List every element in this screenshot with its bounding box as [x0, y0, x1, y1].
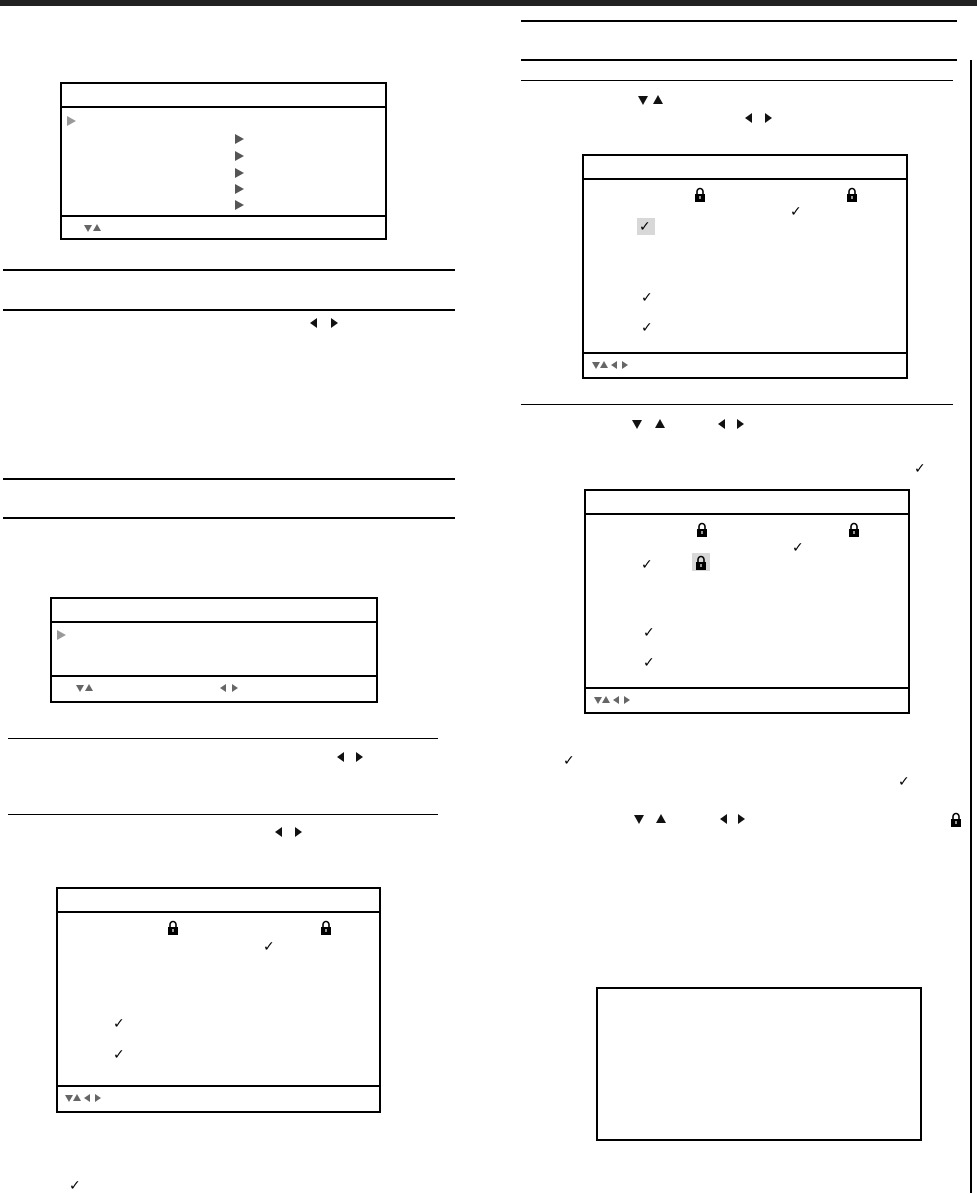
checkmark-icon[interactable]: ✓	[639, 219, 651, 235]
right-triangle-icon	[331, 318, 338, 328]
down-triangle-icon	[76, 685, 84, 692]
selection-arrow-icon	[67, 116, 76, 126]
lock-menu-box-1	[56, 887, 381, 1113]
up-triangle-icon	[73, 1094, 81, 1101]
right-triangle-icon	[295, 827, 302, 837]
checkmark-icon: ✓	[914, 461, 926, 477]
padlock-icon	[320, 920, 332, 935]
section-rule	[521, 20, 957, 22]
checkmark-icon: ✓	[792, 540, 804, 556]
up-triangle-icon	[600, 361, 608, 368]
submenu-arrow-icon[interactable]	[235, 151, 244, 161]
padlock-icon[interactable]	[695, 555, 707, 570]
section-rule	[8, 738, 438, 739]
section-rule	[3, 517, 455, 519]
right-triangle-icon	[624, 696, 630, 704]
section-rule	[521, 59, 957, 61]
left-triangle-icon	[310, 318, 317, 328]
section-rule	[3, 269, 455, 271]
right-triangle-icon	[738, 814, 745, 824]
down-triangle-icon	[638, 96, 648, 105]
down-triangle-icon	[592, 362, 600, 369]
down-triangle-icon	[84, 225, 92, 232]
section-rule	[521, 80, 953, 81]
selection-arrow-icon	[57, 630, 66, 640]
section-rule	[8, 814, 438, 815]
checkmark-icon: ✓	[263, 939, 275, 955]
menu-box-1	[60, 82, 387, 240]
left-triangle-icon	[84, 1094, 90, 1102]
right-triangle-icon	[356, 752, 363, 762]
section-rule	[3, 309, 455, 311]
section-rule	[521, 404, 953, 405]
right-triangle-icon	[622, 361, 628, 369]
checkmark-icon: ✓	[643, 625, 655, 641]
down-triangle-icon	[634, 815, 644, 824]
padlock-icon	[694, 187, 706, 202]
checkmark-icon: ✓	[643, 655, 655, 671]
left-triangle-icon	[745, 113, 752, 123]
checkmark-icon: ✓	[898, 774, 910, 790]
up-triangle-icon	[656, 814, 666, 823]
padlock-icon	[950, 812, 962, 827]
right-triangle-icon	[737, 419, 744, 429]
padlock-icon	[846, 187, 858, 202]
down-triangle-icon	[632, 420, 642, 429]
checkmark-icon: ✓	[563, 753, 575, 769]
left-triangle-icon	[220, 684, 226, 692]
right-triangle-icon	[95, 1094, 101, 1102]
checkmark-icon: ✓	[69, 1178, 81, 1194]
submenu-arrow-icon[interactable]	[235, 184, 244, 194]
submenu-arrow-icon[interactable]	[235, 200, 244, 210]
checkmark-icon: ✓	[641, 290, 653, 306]
up-triangle-icon	[602, 696, 610, 703]
right-triangle-icon	[232, 684, 238, 692]
up-triangle-icon	[653, 95, 663, 104]
section-rule	[3, 478, 455, 480]
padlock-icon	[848, 522, 860, 537]
message-box	[596, 987, 922, 1141]
left-triangle-icon	[611, 361, 617, 369]
left-triangle-icon	[720, 814, 727, 824]
left-triangle-icon	[718, 419, 725, 429]
down-triangle-icon	[65, 1095, 73, 1102]
checkmark-icon: ✓	[113, 1016, 125, 1032]
left-triangle-icon	[337, 752, 344, 762]
checkmark-icon: ✓	[641, 320, 653, 336]
up-triangle-icon	[655, 419, 665, 428]
lock-menu-box-2	[582, 154, 908, 379]
up-triangle-icon	[85, 684, 93, 691]
left-triangle-icon	[275, 827, 282, 837]
submenu-arrow-icon[interactable]	[235, 168, 244, 178]
menu-box-2	[50, 597, 378, 703]
submenu-arrow-icon[interactable]	[235, 134, 244, 144]
header-bar	[0, 0, 977, 6]
down-triangle-icon	[594, 697, 602, 704]
right-triangle-icon	[765, 113, 772, 123]
checkmark-icon: ✓	[641, 557, 653, 573]
lock-menu-box-3	[584, 489, 910, 714]
padlock-icon	[167, 920, 179, 935]
checkmark-icon: ✓	[790, 204, 802, 220]
up-triangle-icon	[93, 224, 101, 231]
left-triangle-icon	[613, 696, 619, 704]
checkmark-icon: ✓	[113, 1047, 125, 1063]
padlock-icon	[696, 522, 708, 537]
page-edge	[970, 60, 972, 1193]
